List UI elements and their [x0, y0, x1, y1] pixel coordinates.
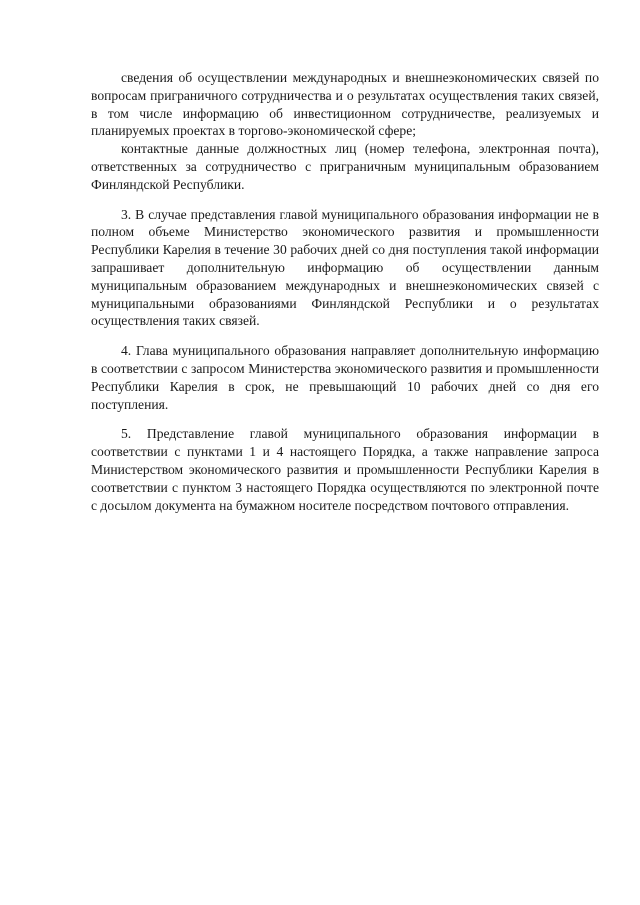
paragraph-foreign-relations-info: сведения об осуществлении международных и внешнеэкономических связей по вопросам приграничного сотрудничества и о результатах осуществления таких связей, в том числе информацию об инвестиционном сотрудничестве, реализуемых и планируемых проектах в торгово-экономической сфере;: [91, 70, 599, 139]
paragraph-item-3: 3. В случае представления главой муниципального образования информации не в полном объеме Министерство экономического развития и промышленности Республики Карелия в течение 30 рабочих дней со дня поступления такой информации запрашивает дополнительную информацию об осуществлении данным муниципальным образованием международных и внешнеэкономических связей с муниципальными образованиями Финляндской Республики и о результатах осуществления таких связей.: [91, 206, 599, 329]
document-body: [91, 69, 599, 514]
paragraph-item-5: 5. Представление главой муниципального образования информации в соответствии с пунктами 1 и 4 настоящего Порядка, а также направление запроса Министерством экономического развития и промышленности Республики Карелия в соответствии с пунктом 3 настоящего Порядка осуществляются по электронной почте с досылом документа на бумажном носителе посредством почтового отправления.: [91, 426, 599, 513]
paragraph-contact-details: контактные данные должностных лиц (номер телефона, электронная почта), ответственных за сотрудничество с приграничным муниципальным образованием Финляндской Республики.: [91, 141, 599, 192]
paragraph-item-4: 4. Глава муниципального образования направляет дополнительную информацию в соответствии с запросом Министерства экономического развития и промышленности Республики Карелия в срок, не превышающий 10 рабочих дней со дня его поступления.: [91, 343, 599, 412]
